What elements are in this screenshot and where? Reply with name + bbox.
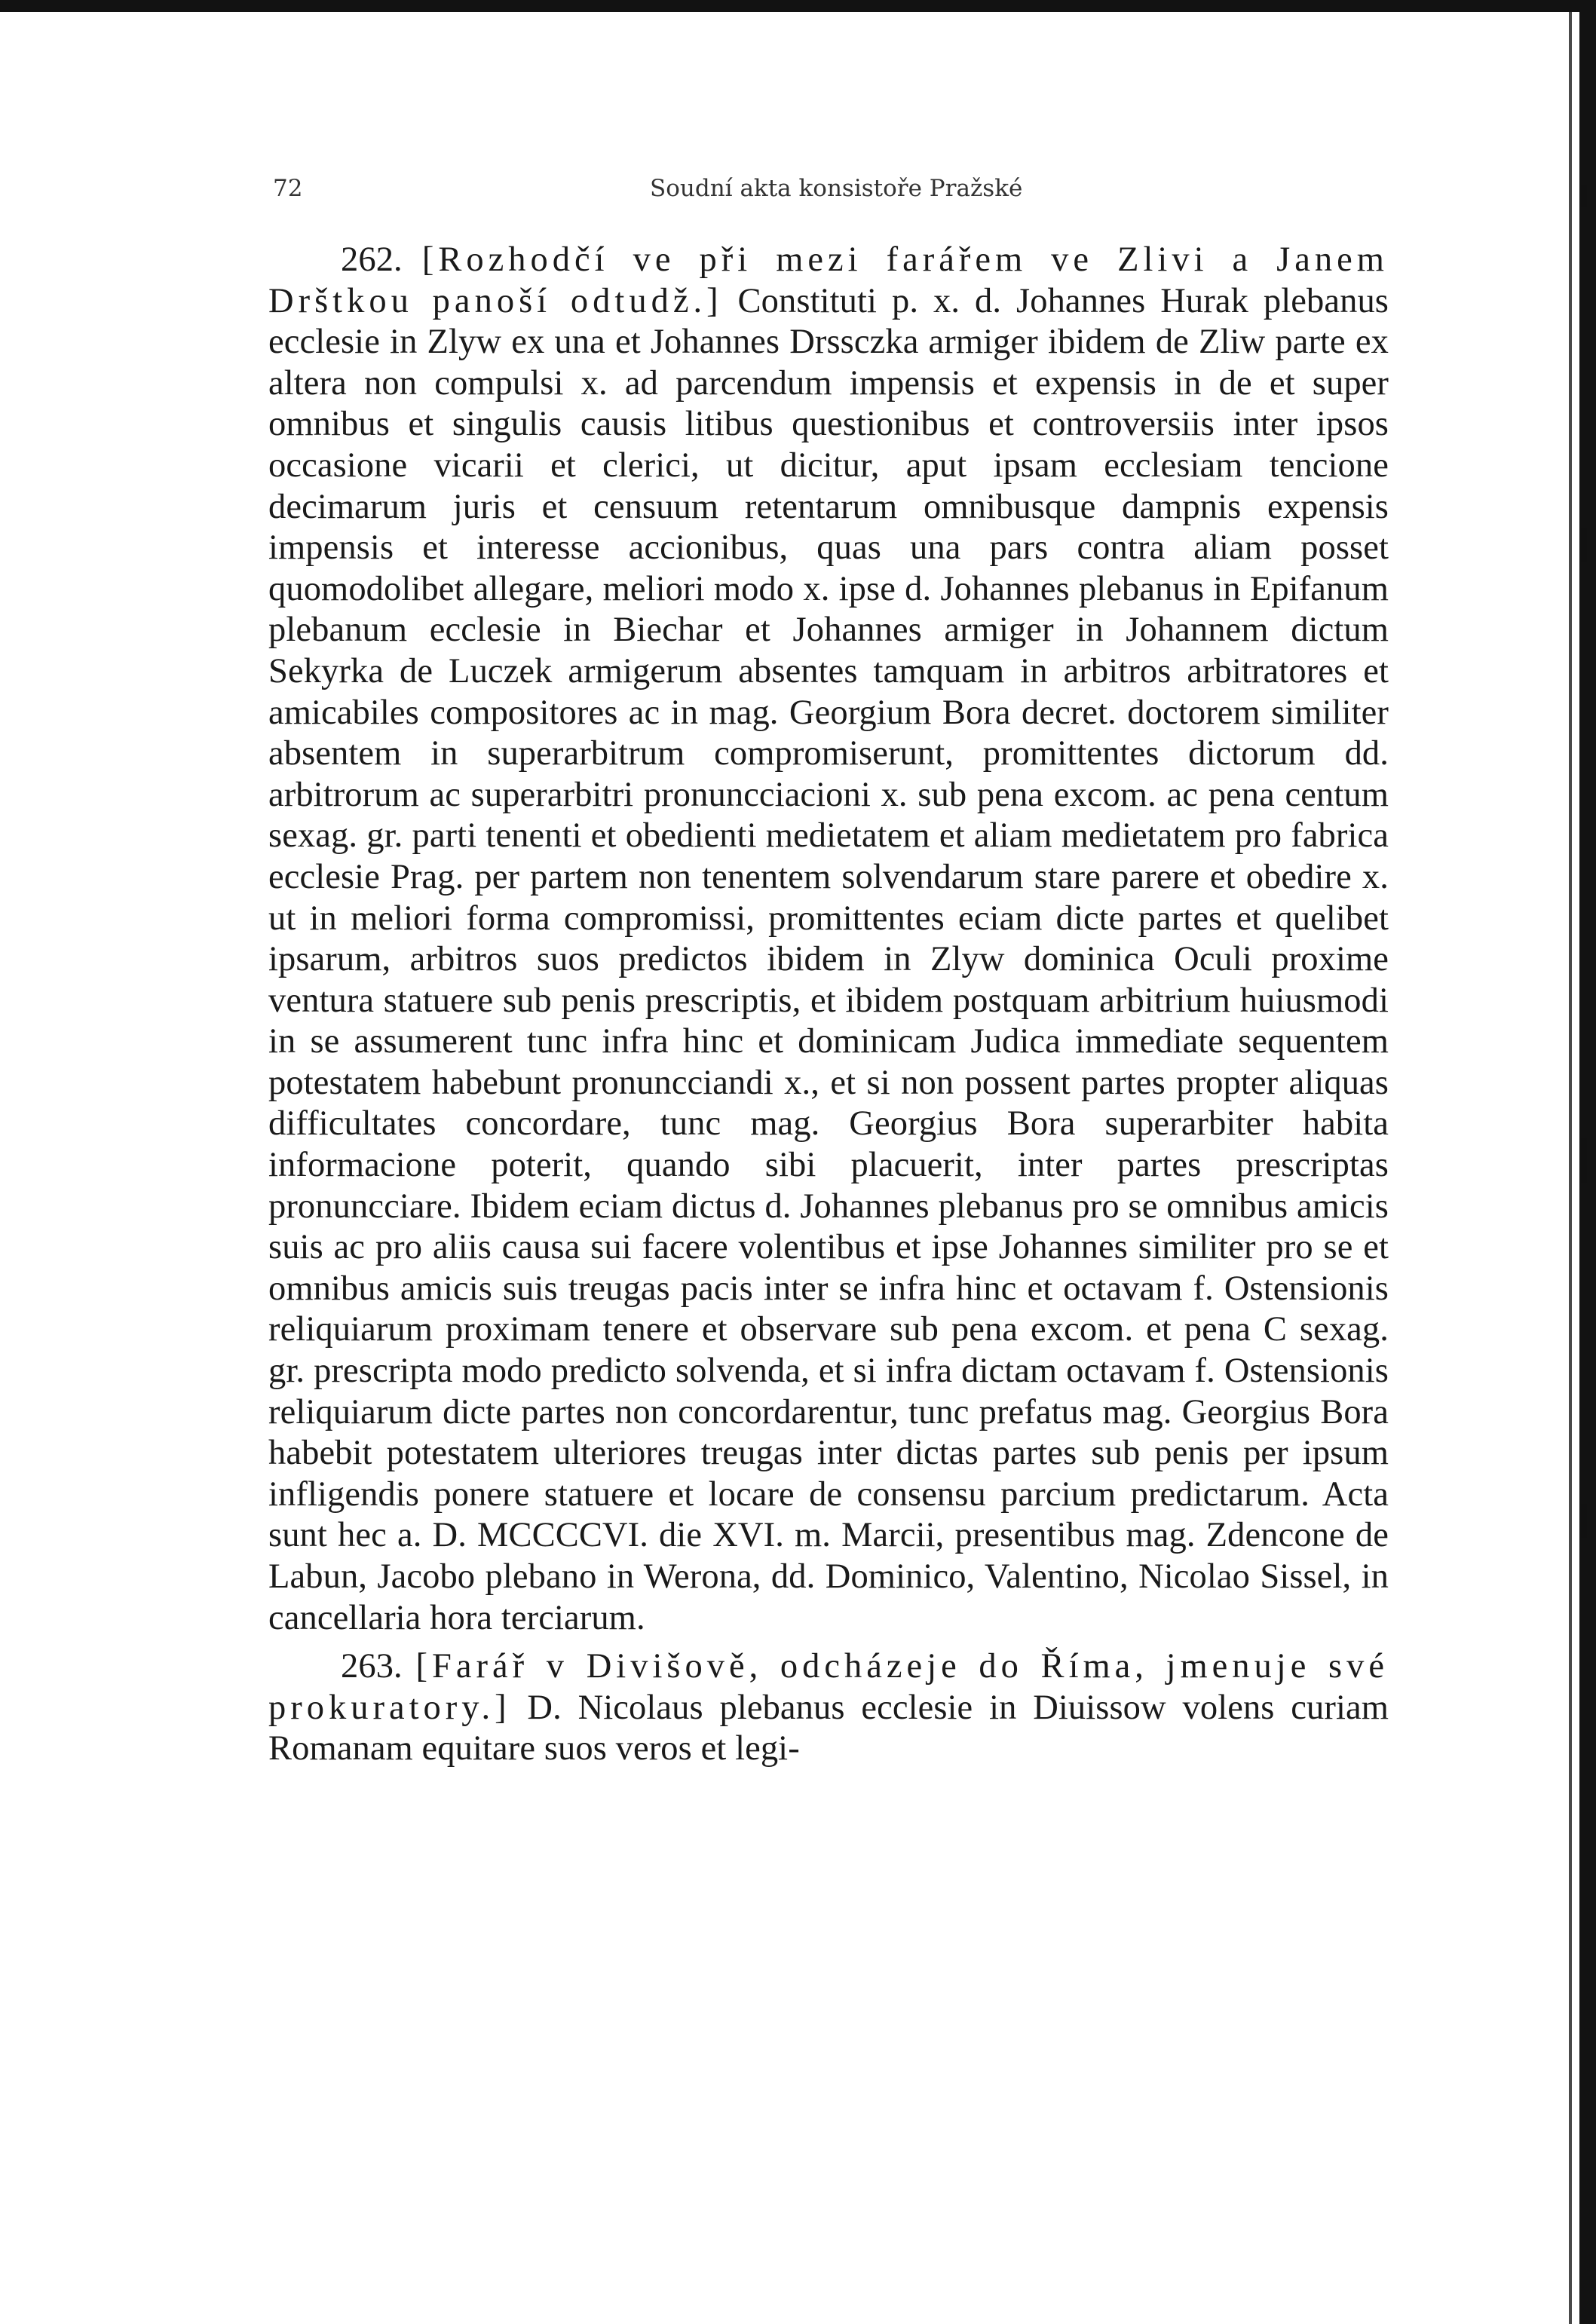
page-number: 72 [273,175,303,202]
scan-edge-mark [1581,528,1587,562]
running-header [268,169,1389,207]
entry-text: Constituti p. x. d. Johannes Hurak plebanus ecclesie in Zlyw ex una et Johannes Drssczka armiger ibidem de Zliw parte ex altera non compulsi x. ad parcendum impensis et expensis in de et super omnibus et singulis causis litibus questionibus et controversiis inter ipsos occasione vicarii et clerici, ut dicitur, aput ipsam ecclesiam tencione decimarum juris et censuum retentarum omnibusque dampnis expensis impensis et interesse accionibus, quas una pars contra aliam posset quomodolibet allegare, meliori modo x. ipse d. Johannes plebanus in Epifanum plebanum ecclesie in Biechar et Johannes armiger in Johannem dictum Sekyrka de Luczek armigerum absentes tamquam in arbitros arbitratores et amicabiles compositores ac in mag. Georgium Bora decret. doctorem similiter absentem in superarbitrum compromiserunt, promittentes dictorum dd. arbitrorum ac superarbitri pronuncciacioni x. sub pena excom. ac pena centum sexag. gr. parti tenenti et obedienti medietatem et aliam medietatem pro fabrica ecclesie Prag. per partem non tenentem solvendarum stare parere et obedire x. ut in meliori forma compromissi, promittentes eciam dicte partes et quelibet ipsarum, arbitros suos predictos ibidem in Zlyw dominica Oculi proxime ventura statuere sub penis prescriptis, et ibidem postquam arbitrium huiusmodi in se assumerent tunc infra hinc et dominicam Judica immediate sequentem potestatem habebunt pronuncciandi x., et si non possent partes propter aliquas difficultates concordare, tunc mag. Georgius Bora superarbiter habita informacione poterit, quando sibi placuerit, inter partes prescriptas pronuncciare. Ibidem eciam dictus d. Johannes plebanus pro se omnibus amicis suis ac pro aliis causa sui facere volentibus et ipse Johannes similiter pro se et omnibus amicis suis treugas pacis inter se infra hinc et octavam f. Ostensionis reliquiarum proximam tenere et observare sub pena excom. et pena C sexag. gr. prescripta modo predicto solvenda, et si infra dictam octavam f. Ostensionis reliquiarum dicte partes non concordarentur, tunc prefatus mag. Georgius Bora habebit potestatem ulteriores treugas inter dictas partes sub penis per ipsum infligendis ponere statuere et locare de consensu parcium predictarum. Acta sunt hec a. D. MCCCCVI. die XVI. m. Marcii, presentibus mag. Zdencone de Labun, Jacobo plebano in Werona, dd. Dominico, Valentino, Nicolao Sissel, in cancellaria hora terciarum. [268,281,1389,1637]
scan-border-right-edge [1569,12,1572,2324]
entry-heading: [Rozhodčí ve při mezi farářem ve Zlivi a Janem Drštkou panoší odtudž.] [268,240,1389,320]
entries [268,240,1389,1770]
entry-text: D. Nicolaus plebanus ecclesie in Diuissow volens curiam Romanam equitare suos veros et legi- [268,1688,1389,1768]
entry-262 [268,240,1389,1639]
entry-number: 263. [341,1647,403,1686]
book-page [268,169,1389,1777]
entry-heading: [Farář v Divišově, odcházeje do Říma, jmenuje své prokuratory.] [268,1647,1389,1727]
running-title: Soudní akta konsistoře Pražské [650,175,1023,202]
entry-number: 262. [341,240,403,279]
scan-edge-mark [1581,1504,1587,1538]
scan-border-top [0,0,1596,12]
entry-263 [268,1646,1389,1770]
scan-edge-mark [1581,185,1587,207]
scan-edge-mark [1581,1138,1587,1183]
